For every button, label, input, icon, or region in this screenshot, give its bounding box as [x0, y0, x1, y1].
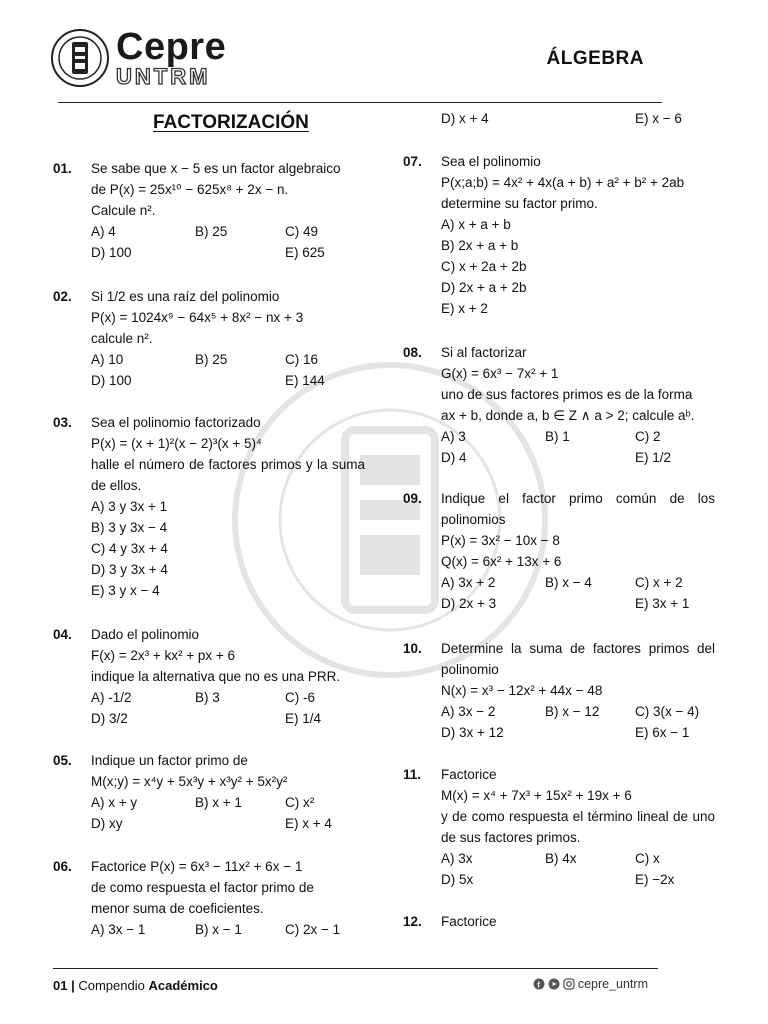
question-text: Si al factorizar — [441, 345, 527, 360]
option-a: A) 3x + 2 — [441, 575, 496, 590]
question-number: 06. — [53, 859, 72, 874]
option-b: B) x − 4 — [545, 575, 592, 590]
question-07 — [403, 151, 685, 319]
question-number: 08. — [403, 345, 422, 360]
option-a: A) 3 y 3x + 1 — [91, 499, 168, 514]
question-formula: F(x) = 2x³ + kx² + px + 6 — [91, 648, 236, 663]
question-formula: P(x;a;b) = 4x² + 4x(a + b) + a² + b² + 2ab — [441, 175, 685, 190]
course-title: ÁLGEBRA — [546, 48, 644, 69]
question-text: Factorice P(x) = 6x³ − 11x² + 6x − 1 — [91, 859, 303, 874]
section-title: FACTORIZACIÓN — [153, 112, 309, 133]
option-e: E) −2x — [635, 872, 675, 887]
option-b: B) 4x — [545, 851, 577, 866]
option-d: D) 100 — [91, 245, 132, 260]
question-text: Indique un factor primo de — [91, 753, 248, 768]
facebook-icon[interactable] — [533, 978, 545, 990]
footer-separator: | — [71, 978, 75, 993]
option-b: B) 25 — [195, 224, 228, 239]
question-text: Factorice — [441, 767, 497, 782]
question-text: y de como respuesta el término lineal de uno de sus factores primos. — [441, 809, 715, 845]
option-b: B) 3 — [195, 690, 220, 705]
question-text: Si 1/2 es una raíz del polinomio — [91, 289, 280, 304]
instagram-icon[interactable] — [563, 978, 575, 990]
question-04 — [53, 624, 341, 729]
question-06 — [53, 856, 341, 940]
option-c: C) -6 — [285, 690, 315, 705]
question-number: 09. — [403, 491, 422, 506]
question-number: 04. — [53, 627, 72, 642]
option-b: B) 1 — [545, 429, 570, 444]
option-c: C) x + 2 — [635, 575, 683, 590]
option-e: E) 3 y x − 4 — [91, 583, 160, 598]
option-d: D) 2x + 3 — [441, 596, 497, 611]
option-c: C) 16 — [285, 352, 319, 367]
option-e: E) 3x + 1 — [635, 596, 690, 611]
page-number: 01 — [53, 978, 68, 993]
cepre-logo — [50, 28, 226, 88]
question-03 — [53, 412, 365, 601]
option-d: D) 2x + a + 2b — [441, 280, 527, 295]
question-formula: P(x) = 3x² − 10x − 8 — [441, 533, 560, 548]
question-text: Determine la suma de factores primos del polinomio — [441, 641, 715, 677]
option-b: B) 3 y 3x − 4 — [91, 520, 168, 535]
question-formula: P(x) = (x + 1)²(x − 2)³(x + 5)⁴ — [91, 436, 262, 451]
question-formula: M(x) = x⁴ + 7x³ + 15x² + 19x + 6 — [441, 788, 632, 803]
option-d: D) 3 y 3x + 4 — [91, 562, 168, 577]
footer-divider — [53, 968, 658, 969]
option-e: E) 144 — [285, 373, 325, 388]
question-11 — [403, 764, 715, 890]
footer-text: Compendio — [78, 978, 145, 993]
question-12 — [403, 911, 497, 932]
footer — [53, 978, 218, 993]
option-b: B) 2x + a + b — [441, 238, 519, 253]
question-formula: N(x) = x³ − 12x² + 44x − 48 — [441, 683, 603, 698]
question-text: Dado el polinomio — [91, 627, 200, 642]
option-e: E) 1/2 — [635, 450, 672, 465]
question-text: halle el número de factores primos y la suma de ellos. — [91, 457, 365, 493]
svg-text:f: f — [537, 980, 540, 990]
youtube-icon[interactable] — [548, 978, 560, 990]
question-number: 11. — [403, 767, 422, 782]
option-a: A) 10 — [91, 352, 124, 367]
question-text: Calcule n². — [91, 203, 156, 218]
option-a: A) 4 — [91, 224, 116, 239]
brand-name: Cepre — [116, 26, 227, 68]
question-text: Se sabe que x − 5 es un factor algebraico — [91, 161, 341, 176]
option-c: C) 49 — [285, 224, 319, 239]
option-c: C) 2x − 1 — [285, 922, 341, 937]
option-b: B) 25 — [195, 352, 228, 367]
question-text: Sea el polinomio — [441, 154, 541, 169]
question-text: de como respuesta el factor primo de — [91, 880, 314, 895]
question-number: 10. — [403, 641, 422, 656]
question-text: indique la alternativa que no es una PRR. — [91, 669, 341, 684]
option-d: D) 3/2 — [91, 711, 128, 726]
option-a: A) -1/2 — [91, 690, 132, 705]
footer-text-bold: Académico — [148, 978, 218, 993]
option-c: C) 4 y 3x + 4 — [91, 541, 168, 556]
university-seal-icon — [50, 28, 110, 88]
option-e: E) x − 6 — [635, 111, 682, 126]
option-c: C) 2 — [635, 429, 661, 444]
option-e: E) x + 4 — [285, 816, 332, 831]
option-a: A) 3x − 2 — [441, 704, 496, 719]
brand-subname: UNTRM — [116, 64, 211, 89]
option-e: E) 6x − 1 — [635, 725, 690, 740]
social-handle[interactable]: cepre_untrm — [577, 977, 648, 991]
question-05 — [53, 750, 332, 834]
question-08 — [403, 342, 695, 468]
question-formula: G(x) = 6x³ − 7x² + 1 — [441, 366, 559, 381]
option-e: E) x + 2 — [441, 301, 488, 316]
question-formula: Q(x) = 6x² + 13x + 6 — [441, 554, 562, 569]
question-number: 03. — [53, 415, 72, 430]
option-e: E) 1/4 — [285, 711, 322, 726]
option-c: C) 3(x − 4) — [635, 704, 700, 719]
option-c: C) x + 2a + 2b — [441, 259, 527, 274]
option-b: B) x − 12 — [545, 704, 600, 719]
question-formula: M(x;y) = x⁴y + 5x³y + x³y² + 5x²y² — [91, 774, 288, 789]
option-d: D) 100 — [91, 373, 132, 388]
question-text: calcule n². — [91, 331, 153, 346]
option-c: C) x² — [285, 795, 315, 810]
question-formula: de P(x) = 25x¹⁰ − 625x⁸ + 2x − n. — [91, 182, 289, 197]
option-d: D) x + 4 — [441, 111, 489, 126]
option-b: B) x + 1 — [195, 795, 242, 810]
option-a: A) x + a + b — [441, 217, 511, 232]
question-text: determine su factor primo. — [441, 196, 598, 211]
question-text: menor suma de coeficientes. — [91, 901, 264, 916]
option-a: A) 3 — [441, 429, 466, 444]
option-d: D) 5x — [441, 872, 474, 887]
question-number: 07. — [403, 154, 422, 169]
option-e: E) 625 — [285, 245, 325, 260]
option-a: A) x + y — [91, 795, 138, 810]
question-text: Sea el polinomio factorizado — [91, 415, 261, 430]
option-a: A) 3x — [441, 851, 473, 866]
option-d: D) 4 — [441, 450, 467, 465]
question-text: Factorice — [441, 914, 497, 929]
option-d: D) xy — [91, 816, 123, 831]
option-a: A) 3x − 1 — [91, 922, 146, 937]
social-links — [533, 977, 648, 991]
question-number: 05. — [53, 753, 72, 768]
option-b: B) x − 1 — [195, 922, 242, 937]
question-10 — [403, 638, 715, 743]
question-number: 02. — [53, 289, 72, 304]
question-number: 12. — [403, 914, 422, 929]
question-06-continued — [441, 108, 682, 129]
question-formula: P(x) = 1024x⁹ − 64x⁵ + 8x² − nx + 3 — [91, 310, 304, 325]
question-number: 01. — [53, 161, 72, 176]
header-divider — [58, 102, 662, 103]
question-text: uno de sus factores primos es de la forma — [441, 387, 693, 402]
question-09 — [403, 488, 715, 614]
question-01 — [53, 158, 341, 263]
question-text: Indique el factor primo común de los polinomios — [441, 491, 715, 527]
option-d: D) 3x + 12 — [441, 725, 504, 740]
option-c: C) x — [635, 851, 660, 866]
question-text: ax + b, donde a, b ∈ Z ∧ a > 2; calcule aᵇ. — [441, 408, 695, 423]
question-02 — [53, 286, 325, 391]
